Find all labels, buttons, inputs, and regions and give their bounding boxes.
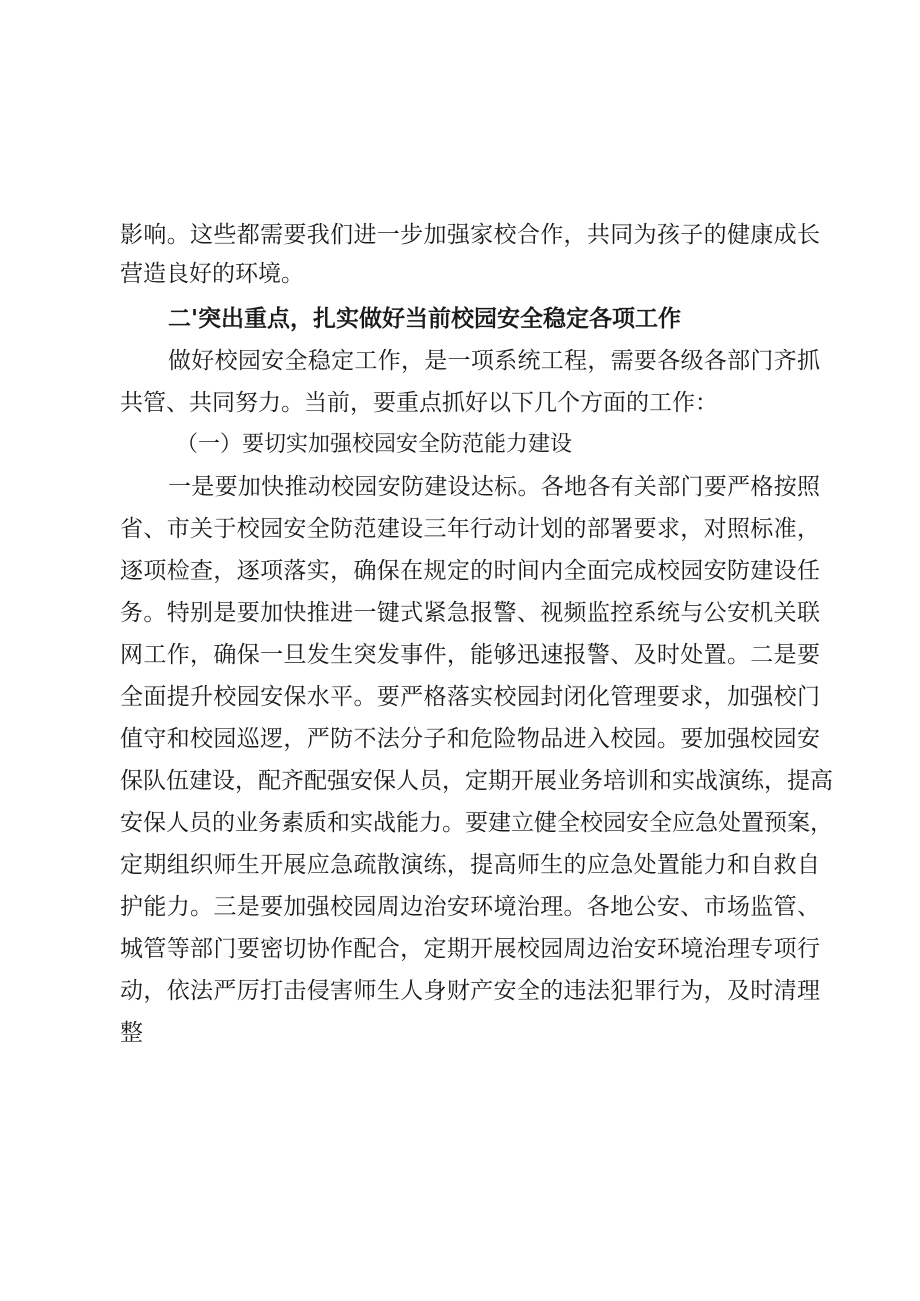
paragraph-line: 动，依法严厉打击侵害师生人身财产安全的违法犯罪行为，及时清理 <box>120 978 820 1004</box>
paragraph-line: 营造良好的环境。 <box>120 261 304 287</box>
paragraph-line: 做好校园安全稳定工作，是一项系统工程，需要各级各部门齐抓 <box>168 348 820 374</box>
paragraph-line: 网工作，确保一旦发生突发事件，能够迅速报警、及时处置。二是要 <box>120 642 820 668</box>
paragraph-line: 务。特别是要加快推进一键式紧急报警、视频监控系统与公安机关联 <box>120 600 820 626</box>
paragraph-line: 省、市关于校园安全防范建设三年行动计划的部署要求，对照标准， <box>120 516 820 542</box>
paragraph-line: 定期组织师生开展应急疏散演练，提高师生的应急处置能力和自救自 <box>120 852 820 878</box>
paragraph-line: 影响。这些都需要我们进一步加强家校合作，共同为孩子的健康成长 <box>120 222 820 248</box>
paragraph-line: 保队伍建设，配齐配强安保人员，定期开展业务培训和实战演练，提高 <box>120 768 833 794</box>
paragraph-line: 全面提升校园安保水平。要严格落实校园封闭化管理要求，加强校门 <box>120 684 820 710</box>
paragraph-line: 一是要加快推动校园安防建设达标。各地各有关部门要严格按照 <box>168 474 820 500</box>
subsection-heading: （一）要切实加强校园安全防范能力建设 <box>176 432 573 457</box>
paragraph-line: 城管等部门要密切协作配合，定期开展校园周边治安环境治理专项行 <box>120 936 820 962</box>
paragraph-line: 值守和校园巡逻，严防不法分子和危险物品进入校园。要加强校园安 <box>120 726 820 752</box>
paragraph-line: 逐项检查，逐项落实，确保在规定的时间内全面完成校园安防建设任 <box>120 558 820 584</box>
paragraph-line: 护能力。三是要加强校园周边治安环境治理。各地公安、市场监管、 <box>120 894 820 920</box>
paragraph-line: 共管、共同努力。当前，要重点抓好以下几个方面的工作： <box>120 390 718 416</box>
paragraph-line: 安保人员的业务素质和实战能力。要建立健全校园安全应急处置预案， <box>120 810 833 836</box>
paragraph-line: 整 <box>120 1020 143 1046</box>
section-heading: 二'突出重点，扎实做好当前校园安全稳定各项工作 <box>168 306 682 332</box>
